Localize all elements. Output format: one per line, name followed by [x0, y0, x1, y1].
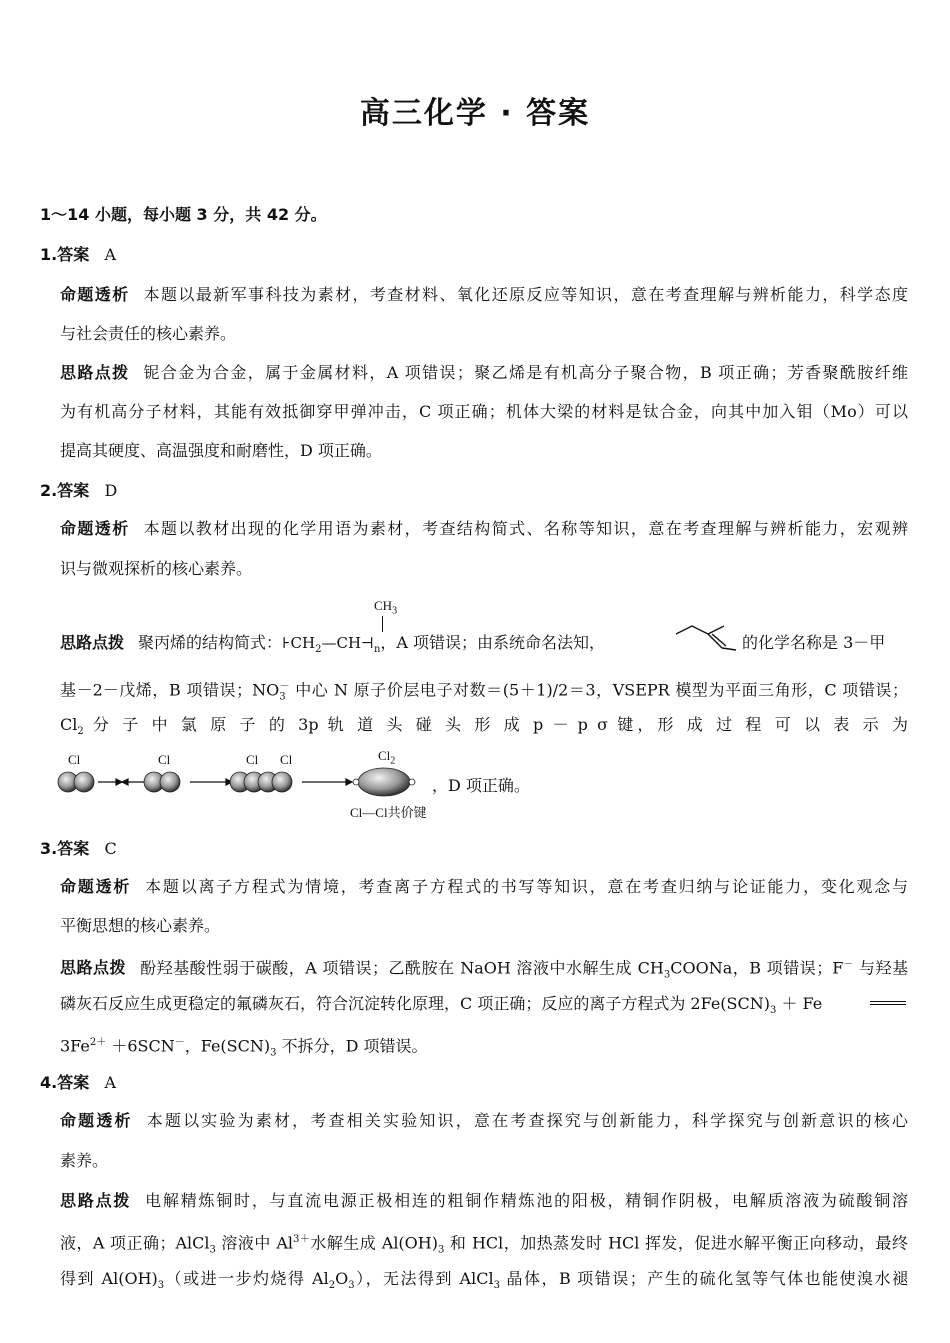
q2-hint-line2: 基－2－戊烯，B 项错误；$NO_3^-$ 中心 N 原子价层电子对数＝(5＋1)/2＝3，VSEPR 模型为平面三角形，C 项错误； [60, 680, 908, 703]
scoring-intro: 1～14 小题，每小题 3 分，共 42 分。 [40, 205, 327, 224]
q2-intent-line2: 识与微观探析的核心素养。 [60, 559, 253, 578]
q3-hint-line1: 思路点拨 酚羟基酸性弱于碳酸，A 项错误；乙酰胺在 NaOH 溶液中水解生成 $CH_3COONa$，B 项错误；F－ 与羟基 [60, 958, 908, 981]
q3-answer: 3.答案 C [40, 839, 117, 858]
q1-hint-line1: 思路点拨 铌合金为合金，属于金属材料，A 项错误；聚乙烯是有机高分子聚合物，B 项正确；芳香聚酰胺纤维 [60, 363, 908, 382]
q2-hint-line1-tail: 的化学名称是 3－甲 [742, 633, 886, 652]
q1-hint-line2: 为有机高分子材料，其能有效抵御穿甲弹冲击，C 项正确；机体大梁的材料是钛合金，向其中加入钼（Mo）可以 [60, 402, 908, 421]
q3-intent-line1: 命题透析 本题以离子方程式为情境，考查离子方程式的书写等知识，意在考查归纳与论证能力，变化观念与 [60, 877, 908, 896]
arrow-2 [302, 779, 352, 785]
q3-hint-line3: $3Fe^{2+} +6SCN^-$，$Fe(SCN)_3$ 不拆分，D 项错误。 [60, 1036, 428, 1059]
cl2-sigma-bond [353, 768, 415, 796]
page-title: 高三化学 · 答案 [359, 96, 591, 131]
q1-hint-line3: 提高其硬度、高温强度和耐磨性，D 项正确。 [60, 441, 382, 460]
q2-answer: 2.答案 D [40, 481, 118, 500]
q4-hint-line3: 得到 $Al(OH)_3$（或进一步灼烧得 $Al_2O_3$），无法得到 AlCl$_3$ 晶体，B 项错误；产生的硫化氢等气体也能使溴水褪 [60, 1269, 908, 1292]
q2-intent-line1: 命题透析 本题以教材出现的化学用语为素材，考查结构简式、名称等知识，意在考查理解与辨析能力，宏观辨 [60, 519, 908, 538]
cl-cl-bond-caption: Cl—Cl共价键 [350, 805, 427, 820]
q4-intent-line2: 素养。 [60, 1151, 109, 1170]
q2-hint-line1: 思路点拨 聚丙烯的结构简式：$⊦CH_2—CH⊣_n$，A 项错误；由系统命名法知， [60, 633, 606, 655]
skeletal-formula-3-methyl-2-pentene [672, 624, 738, 656]
q3-intent-line2: 平衡思想的核心素养。 [60, 916, 221, 935]
arrow-1 [190, 779, 232, 785]
q2-hint-line4: ，D 项正确。 [432, 776, 530, 795]
q2-hint-line3: $Cl_2$ 分 子 中 氯 原 子 的 3p 轨 道 头 碰 头 形 成 p － p σ 键，形 成 过 程 可 以 表 示 为 [60, 715, 908, 738]
methyl-bond [382, 616, 383, 632]
cl-label-2: Cl [158, 752, 171, 767]
cl-atom-orbital-2 [144, 772, 180, 792]
equation-equals-sign [870, 1001, 906, 1005]
q1-intent-line1: 命题透析 本题以最新军事科技为素材，考查材料、氧化还原反应等知识，意在考查理解与辨析能力，科学态度 [60, 285, 908, 304]
cl2-label: $Cl_2$ [378, 748, 396, 767]
cl-atom-orbital-1 [58, 772, 94, 792]
q1-intent-line2: 与社会责任的核心素养。 [60, 324, 237, 343]
q4-hint-line1: 思路点拨 电解精炼铜时，与直流电源正极相连的粗铜作精炼池的阳极，精铜作阴极，电解质溶液为硫酸铜溶 [60, 1191, 908, 1210]
polypropylene-formula: $⊦CH_2—CH⊣_n$ [282, 634, 381, 655]
cl-label-1: Cl [68, 752, 81, 767]
q4-intent-line1: 命题透析 本题以实验为素材，考查相关实验知识，意在考查探究与创新能力，科学探究与创新意识的核心 [60, 1111, 908, 1130]
overlapping-orbitals [230, 772, 292, 792]
methyl-group-label: $CH_3$ [374, 598, 398, 617]
q4-answer: 4.答案 A [40, 1073, 117, 1092]
approach-arrows [98, 779, 146, 785]
q4-hint-line2: 液，A 项正确；AlCl$_3$ 溶液中 $Al^{3+}$水解生成 $Al(OH)_3$ 和 HCl，加热蒸发时 HCl 挥发，促进水解平衡正向移动，最终 [60, 1233, 908, 1256]
q1-answer: 1.答案 A [40, 245, 117, 264]
cl-label-3: Cl [246, 752, 259, 767]
q3-hint-line2: 磷灰石反应生成更稳定的氟磷灰石，符合沉淀转化原理，C 项正确；反应的离子方程式为 $2Fe(SCN)_3 + Fe$ [60, 994, 823, 1017]
cl-label-4: Cl [280, 752, 293, 767]
